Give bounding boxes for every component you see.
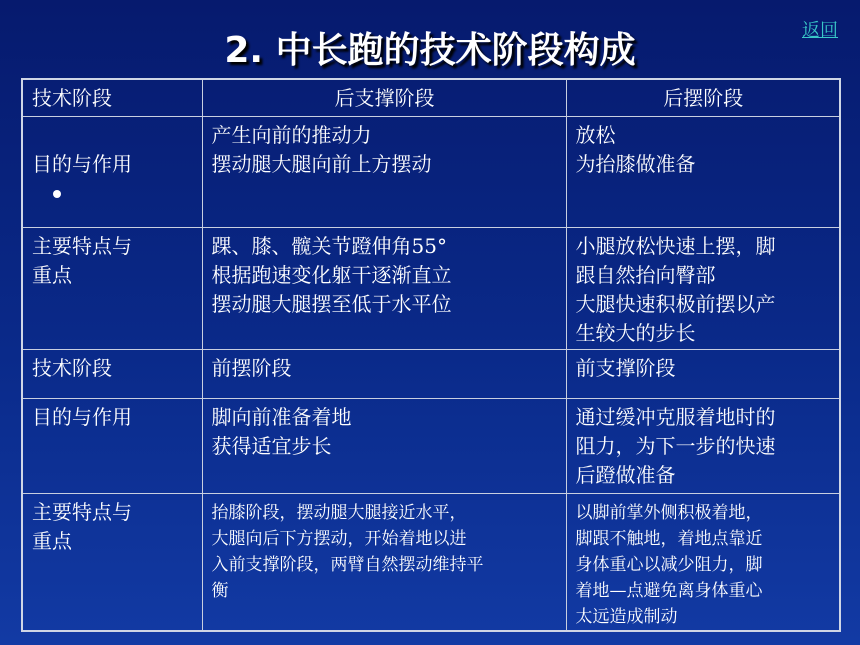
- table-cell: 技术阶段: [22, 349, 202, 398]
- table-row: [22, 116, 840, 227]
- technique-phase-table: [21, 78, 841, 632]
- table-cell: [22, 116, 202, 227]
- table-cell: 踝、膝、髋关节蹬伸角55° 根据跑速变化躯干逐渐直立 摆动腿大腿摆至低于水平位: [202, 227, 566, 349]
- table-cell: 主要特点与 重点: [22, 493, 202, 631]
- back-link[interactable]: 返回: [802, 20, 838, 41]
- table-cell: 通过缓冲克服着地时的 阻力，为下一步的快速 后蹬做准备: [566, 398, 840, 493]
- table-row: [22, 79, 840, 116]
- table-cell: 抬膝阶段，摆动腿大腿接近水平， 大腿向后下方摆动，开始着地以进 入前支撑阶段，两臂自然摆动维持平 衡: [202, 493, 566, 631]
- cell-text: 目的与作用: [32, 151, 132, 176]
- table-header-cell: 后摆阶段: [566, 79, 840, 116]
- table-header-cell: 后支撑阶段: [202, 79, 566, 116]
- table-cell: 脚向前准备着地 获得适宜步长: [202, 398, 566, 493]
- table-row: [22, 227, 840, 349]
- slide-title: 2. 中长跑的技术阶段构成: [224, 30, 636, 71]
- table-cell: 目的与作用: [22, 398, 202, 493]
- table-cell: 前支撑阶段: [566, 349, 840, 398]
- table-cell: 主要特点与 重点: [22, 227, 202, 349]
- table-cell: 小腿放松快速上摆，脚 跟自然抬向臀部 大腿快速积极前摆以产 生较大的步长: [566, 227, 840, 349]
- bullet-dot-icon: [53, 190, 61, 198]
- table-row: [22, 398, 840, 493]
- table-row: [22, 349, 840, 398]
- table-cell: 前摆阶段: [202, 349, 566, 398]
- table-cell: 技术阶段: [22, 79, 202, 116]
- table-cell: 产生向前的推动力 摆动腿大腿向前上方摆动: [202, 116, 566, 227]
- table-row: [22, 493, 840, 631]
- table-cell: 以脚前掌外侧积极着地， 脚跟不触地，着地点靠近 身体重心以减少阻力，脚 着地—点避免离身体重心 太远造成制动: [566, 493, 840, 631]
- table-cell: 放松 为抬膝做准备: [566, 116, 840, 227]
